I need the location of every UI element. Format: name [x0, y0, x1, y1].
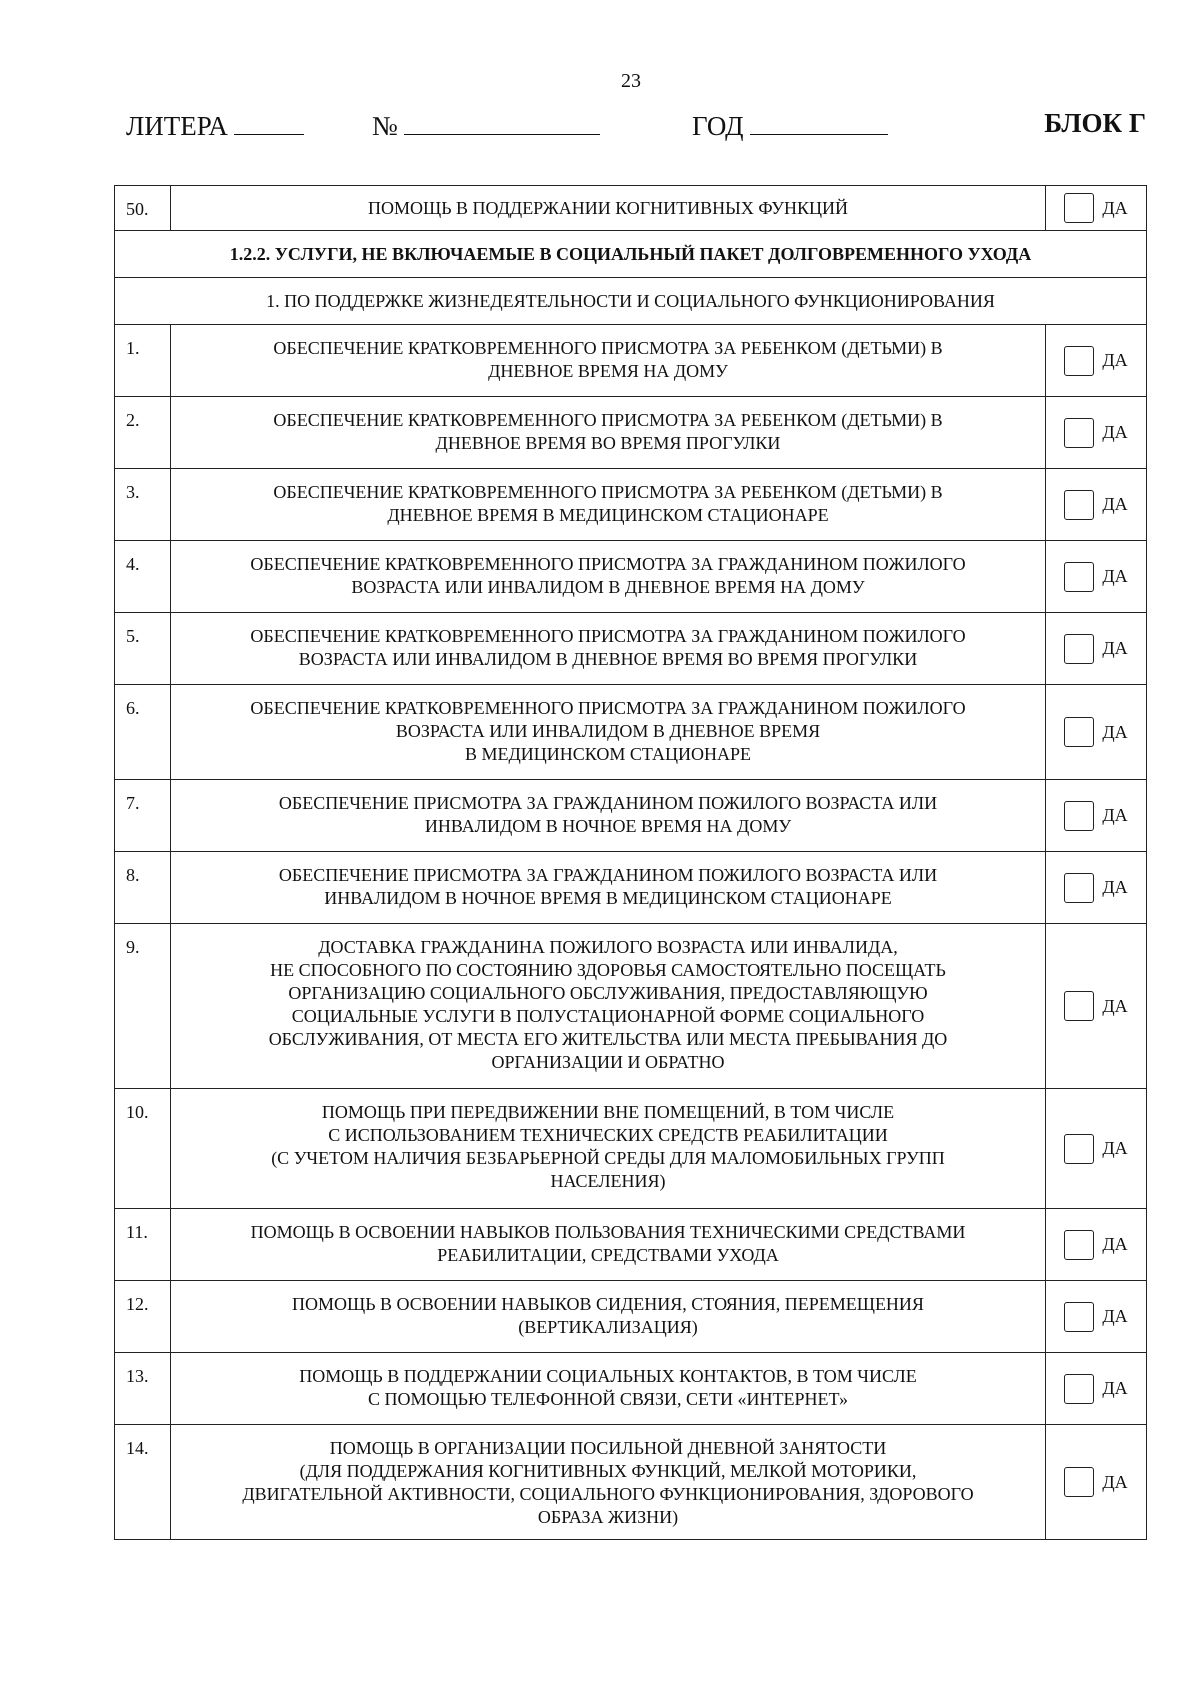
- yes-checkbox[interactable]: [1064, 418, 1094, 448]
- description-line: ОБЕСПЕЧЕНИЕ ПРИСМОТРА ЗА ГРАЖДАНИНОМ ПОЖИЛОГО ВОЗРАСТА ИЛИ: [278, 793, 938, 813]
- page-number: 23: [621, 70, 641, 92]
- table-row: [115, 685, 1147, 780]
- description-line: ОРГАНИЗАЦИИ И ОБРАТНО: [491, 1052, 725, 1072]
- row-description: [171, 780, 1046, 852]
- yes-label: ДА: [1102, 197, 1128, 218]
- litera-input-line[interactable]: [234, 108, 304, 135]
- checkbox-cell: [1046, 469, 1147, 541]
- description-line: ВОЗРАСТА ИЛИ ИНВАЛИДОМ В ДНЕВНОЕ ВРЕМЯ ВО ВРЕМЯ ПРОГУЛКИ: [298, 649, 918, 669]
- subsection-title-row: [115, 278, 1147, 325]
- yes-label: ДА: [1102, 494, 1128, 514]
- yes-checkbox[interactable]: [1064, 562, 1094, 592]
- description-line: ОБЕСПЕЧЕНИЕ КРАТКОВРЕМЕННОГО ПРИСМОТРА ЗА ГРАЖДАНИНОМ ПОЖИЛОГО: [250, 626, 966, 646]
- yes-label: ДА: [1102, 1378, 1128, 1398]
- year-input-line[interactable]: [750, 108, 888, 135]
- description-line: С ИСПОЛЬЗОВАНИЕМ ТЕХНИЧЕСКИХ СРЕДСТВ РЕАБИЛИТАЦИИ: [328, 1125, 888, 1145]
- row-number: 4.: [115, 541, 171, 613]
- yes-checkbox[interactable]: [1064, 717, 1094, 747]
- number-field: [372, 108, 600, 142]
- checkbox-cell: [1046, 852, 1147, 924]
- description-line: ПОМОЩЬ В ПОДДЕРЖАНИИ СОЦИАЛЬНЫХ КОНТАКТОВ, В ТОМ ЧИСЛЕ: [299, 1366, 917, 1386]
- row-number: 12.: [115, 1281, 171, 1353]
- description-line: ДНЕВНОЕ ВРЕМЯ ВО ВРЕМЯ ПРОГУЛКИ: [435, 433, 781, 453]
- description-line: ОБЕСПЕЧЕНИЕ КРАТКОВРЕМЕННОГО ПРИСМОТРА ЗА РЕБЕНКОМ (ДЕТЬМИ) В: [273, 410, 943, 430]
- number-input-line[interactable]: [404, 108, 600, 135]
- checkbox-cell: [1046, 1089, 1147, 1209]
- description-line: ОБЕСПЕЧЕНИЕ КРАТКОВРЕМЕННОГО ПРИСМОТРА ЗА ГРАЖДАНИНОМ ПОЖИЛОГО: [250, 698, 966, 718]
- table-row: [115, 924, 1147, 1089]
- row-description: [171, 1425, 1046, 1540]
- table-row: [115, 852, 1147, 924]
- yes-checkbox[interactable]: [1064, 1467, 1094, 1497]
- yes-checkbox[interactable]: [1064, 490, 1094, 520]
- row-number: 1.: [115, 325, 171, 397]
- row-number: 5.: [115, 613, 171, 685]
- number-label: №: [372, 111, 398, 141]
- description-line: ИНВАЛИДОМ В НОЧНОЕ ВРЕМЯ НА ДОМУ: [424, 816, 792, 836]
- description-line: (С УЧЕТОМ НАЛИЧИЯ БЕЗБАРЬЕРНОЙ СРЕДЫ ДЛЯ МАЛОМОБИЛЬНЫХ ГРУПП: [271, 1148, 945, 1168]
- checkbox-cell: [1046, 1209, 1147, 1281]
- checkbox-cell: [1046, 924, 1147, 1089]
- yes-label: ДА: [1102, 566, 1128, 586]
- row-description: [171, 685, 1046, 780]
- services-table: [114, 185, 1147, 1540]
- yes-label: ДА: [1102, 1471, 1128, 1492]
- year-field: [692, 108, 888, 142]
- description-line: ОРГАНИЗАЦИЮ СОЦИАЛЬНОГО ОБСЛУЖИВАНИЯ, ПРЕДОСТАВЛЯЮЩУЮ: [288, 983, 928, 1003]
- yes-label: ДА: [1102, 638, 1128, 658]
- yes-label: ДА: [1102, 1306, 1128, 1326]
- description-line: РЕАБИЛИТАЦИИ, СРЕДСТВАМИ УХОДА: [437, 1245, 779, 1265]
- table-row: [115, 1353, 1147, 1425]
- description-line: ДВИГАТЕЛЬНОЙ АКТИВНОСТИ, СОЦИАЛЬНОГО ФУНКЦИОНИРОВАНИЯ, ЗДОРОВОГО: [242, 1484, 974, 1504]
- description-line: ДНЕВНОЕ ВРЕМЯ В МЕДИЦИНСКОМ СТАЦИОНАРЕ: [387, 505, 829, 525]
- description-line: С ПОМОЩЬЮ ТЕЛЕФОННОЙ СВЯЗИ, СЕТИ «ИНТЕРНЕТ»: [367, 1389, 849, 1409]
- description-line: ОБЕСПЕЧЕНИЕ КРАТКОВРЕМЕННОГО ПРИСМОТРА ЗА РЕБЕНКОМ (ДЕТЬМИ) В: [273, 482, 943, 502]
- table-row: [115, 1089, 1147, 1209]
- checkbox-cell: [1046, 685, 1147, 780]
- yes-label: ДА: [1102, 1234, 1128, 1254]
- checkbox-cell: [1046, 186, 1147, 231]
- checkbox-cell: [1046, 397, 1147, 469]
- description-line: ВОЗРАСТА ИЛИ ИНВАЛИДОМ В ДНЕВНОЕ ВРЕМЯ НА ДОМУ: [351, 577, 865, 597]
- row-description: [171, 397, 1046, 469]
- yes-label: ДА: [1102, 350, 1128, 370]
- row-description: [171, 1281, 1046, 1353]
- yes-label: ДА: [1102, 1138, 1128, 1158]
- yes-checkbox[interactable]: [1064, 1374, 1094, 1404]
- row-description: ПОМОЩЬ В ПОДДЕРЖАНИИ КОГНИТИВНЫХ ФУНКЦИЙ: [171, 186, 1046, 231]
- checkbox-cell: [1046, 1353, 1147, 1425]
- yes-label: ДА: [1102, 422, 1128, 442]
- row-number: 8.: [115, 852, 171, 924]
- description-line: ДНЕВНОЕ ВРЕМЯ НА ДОМУ: [488, 361, 728, 381]
- description-line: ОБРАЗА ЖИЗНИ): [537, 1507, 679, 1527]
- checkbox-cell: [1046, 541, 1147, 613]
- description-line: ОБЕСПЕЧЕНИЕ ПРИСМОТРА ЗА ГРАЖДАНИНОМ ПОЖИЛОГО ВОЗРАСТА ИЛИ: [278, 865, 938, 885]
- table-row: [115, 186, 1147, 231]
- table-row: [115, 1281, 1147, 1353]
- row-description: [171, 541, 1046, 613]
- row-description: [171, 1209, 1046, 1281]
- table-row: [115, 613, 1147, 685]
- yes-checkbox[interactable]: [1064, 1302, 1094, 1332]
- checkbox-cell: [1046, 613, 1147, 685]
- table-row: [115, 1425, 1147, 1540]
- description-line: ДОСТАВКА ГРАЖДАНИНА ПОЖИЛОГО ВОЗРАСТА ИЛИ ИНВАЛИДА,: [318, 937, 898, 957]
- row-description: [171, 1089, 1046, 1209]
- yes-checkbox[interactable]: [1064, 991, 1094, 1021]
- row-description: [171, 924, 1046, 1089]
- description-line: НАСЕЛЕНИЯ): [550, 1171, 666, 1191]
- row-description: [171, 325, 1046, 397]
- description-line: ОБЕСПЕЧЕНИЕ КРАТКОВРЕМЕННОГО ПРИСМОТРА ЗА ГРАЖДАНИНОМ ПОЖИЛОГО: [250, 554, 966, 574]
- year-label: ГОД: [692, 111, 744, 141]
- yes-checkbox[interactable]: [1064, 1134, 1094, 1164]
- yes-checkbox[interactable]: [1064, 634, 1094, 664]
- row-number: 3.: [115, 469, 171, 541]
- checkbox-cell: [1046, 780, 1147, 852]
- row-number: 11.: [115, 1209, 171, 1281]
- litera-field: [126, 108, 304, 142]
- block-field: [1044, 108, 1146, 139]
- table-row: [115, 469, 1147, 541]
- checkbox-cell: [1046, 1281, 1147, 1353]
- subsection-title: 1. ПО ПОДДЕРЖКЕ ЖИЗНЕДЕЯТЕЛЬНОСТИ И СОЦИАЛЬНОГО ФУНКЦИОНИРОВАНИЯ: [115, 278, 1147, 325]
- form-header: [126, 108, 1146, 144]
- yes-checkbox[interactable]: [1064, 346, 1094, 376]
- description-line: (ДЛЯ ПОДДЕРЖАНИЯ КОГНИТИВНЫХ ФУНКЦИЙ, МЕЛКОЙ МОТОРИКИ,: [299, 1461, 917, 1481]
- row-number: 10.: [115, 1089, 171, 1209]
- description-line: ВОЗРАСТА ИЛИ ИНВАЛИДОМ В ДНЕВНОЕ ВРЕМЯ: [395, 721, 821, 741]
- description-line: НЕ СПОСОБНОГО ПО СОСТОЯНИЮ ЗДОРОВЬЯ САМОСТОЯТЕЛЬНО ПОСЕЩАТЬ: [270, 960, 946, 980]
- row-number: 6.: [115, 685, 171, 780]
- description-line: СОЦИАЛЬНЫЕ УСЛУГИ В ПОЛУСТАЦИОНАРНОЙ ФОРМЕ СОЦИАЛЬНОГО: [291, 1006, 925, 1026]
- row-number: 7.: [115, 780, 171, 852]
- row-description: [171, 469, 1046, 541]
- description-line: В МЕДИЦИНСКОМ СТАЦИОНАРЕ: [465, 744, 751, 764]
- row-description: [171, 613, 1046, 685]
- row-number: 14.: [115, 1425, 171, 1540]
- description-line: (ВЕРТИКАЛИЗАЦИЯ): [518, 1317, 698, 1337]
- block-label: БЛОК Г: [1044, 108, 1146, 138]
- row-number: 50.: [115, 186, 171, 231]
- row-number: 2.: [115, 397, 171, 469]
- yes-label: ДА: [1102, 877, 1128, 897]
- checkbox-cell: [1046, 325, 1147, 397]
- description-line: ИНВАЛИДОМ В НОЧНОЕ ВРЕМЯ В МЕДИЦИНСКОМ СТАЦИОНАРЕ: [324, 888, 892, 908]
- yes-label: ДА: [1102, 995, 1128, 1016]
- yes-checkbox[interactable]: [1064, 801, 1094, 831]
- yes-checkbox[interactable]: [1064, 193, 1094, 223]
- description-line: ОБЕСПЕЧЕНИЕ КРАТКОВРЕМЕННОГО ПРИСМОТРА ЗА РЕБЕНКОМ (ДЕТЬМИ) В: [273, 338, 943, 358]
- yes-label: ДА: [1102, 721, 1128, 742]
- table-row: [115, 780, 1147, 852]
- yes-label: ДА: [1102, 805, 1128, 825]
- section-title: 1.2.2. УСЛУГИ, НЕ ВКЛЮЧАЕМЫЕ В СОЦИАЛЬНЫЙ ПАКЕТ ДОЛГОВРЕМЕННОГО УХОДА: [115, 231, 1147, 278]
- table-row: [115, 397, 1147, 469]
- description-line: ПОМОЩЬ В ОСВОЕНИИ НАВЫКОВ ПОЛЬЗОВАНИЯ ТЕХНИЧЕСКИМИ СРЕДСТВАМИ: [250, 1222, 966, 1242]
- checkbox-cell: [1046, 1425, 1147, 1540]
- table-row: [115, 541, 1147, 613]
- row-description: [171, 1353, 1046, 1425]
- description-line: ПОМОЩЬ В ОРГАНИЗАЦИИ ПОСИЛЬНОЙ ДНЕВНОЙ ЗАНЯТОСТИ: [329, 1438, 887, 1458]
- section-title-row: [115, 231, 1147, 278]
- litera-label: ЛИТЕРА: [126, 111, 228, 141]
- row-number: 9.: [115, 924, 171, 1089]
- row-number: 13.: [115, 1353, 171, 1425]
- table-row: [115, 325, 1147, 397]
- row-description: [171, 852, 1046, 924]
- description-line: ПОМОЩЬ ПРИ ПЕРЕДВИЖЕНИИ ВНЕ ПОМЕЩЕНИЙ, В ТОМ ЧИСЛЕ: [321, 1102, 895, 1122]
- table-row: [115, 1209, 1147, 1281]
- yes-checkbox[interactable]: [1064, 1230, 1094, 1260]
- yes-checkbox[interactable]: [1064, 873, 1094, 903]
- description-line: ПОМОЩЬ В ОСВОЕНИИ НАВЫКОВ СИДЕНИЯ, СТОЯНИЯ, ПЕРЕМЕЩЕНИЯ: [292, 1294, 924, 1314]
- description-line: ОБСЛУЖИВАНИЯ, ОТ МЕСТА ЕГО ЖИТЕЛЬСТВА ИЛИ МЕСТА ПРЕБЫВАНИЯ ДО: [268, 1029, 948, 1049]
